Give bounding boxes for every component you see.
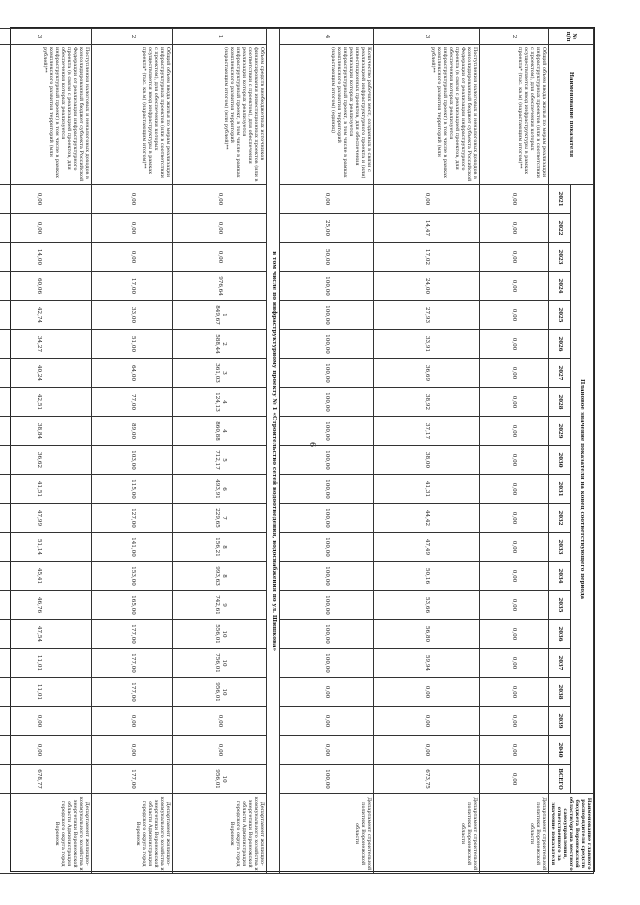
indicators-table (0, 28, 594, 874)
value-cell: 0,00 (173, 736, 267, 765)
value-cell: 0,00 (480, 678, 549, 707)
table-row (92, 29, 173, 874)
value-cell: 14,47 (374, 214, 480, 243)
value-cell: 0,00 (173, 214, 267, 243)
value-cell: 0,00 (480, 562, 549, 591)
table-row (480, 29, 549, 874)
indicator-name: Поступления налоговых и неналоговых доходов в консолидированный бюджет субъекта Российской Федерации от реализации инфраструктурного проекта (в связи с реализацией проектов, для обеспечения которых реализуется инфраструктурный проект) в том числе в рамках комплексного развития территорий (млн рублей)** (374, 45, 480, 185)
year-header: 2035 (549, 591, 572, 620)
value-cell: 100,00 (280, 620, 374, 649)
value-cell: 14,00 (0, 243, 92, 272)
year-header: 2031 (549, 475, 572, 504)
value-cell: 0,00 (92, 214, 173, 243)
value-cell: 10 756,01 (173, 649, 267, 678)
value-cell: 41,31 (374, 475, 480, 504)
header-responsible: Наименование главного распорядителя средств бюджета Воронежской области/органа местного самоуправления, ответственного за значение показателя (549, 794, 594, 874)
value-cell: 0,00 (480, 736, 549, 765)
value-cell: 38,84 (0, 417, 92, 446)
value-cell: 100,00 (280, 562, 374, 591)
value-cell: 47,49 (374, 533, 480, 562)
value-cell: 127,00 (92, 504, 173, 533)
year-header: 2033 (549, 533, 572, 562)
value-cell: 100,00 (280, 388, 374, 417)
year-header: 2021 (549, 185, 572, 214)
row-number: 4 (280, 29, 374, 45)
value-cell: 976,64 (173, 272, 267, 301)
value-cell: 0,00 (480, 185, 549, 214)
value-cell: 0,00 (480, 417, 549, 446)
value-cell: 0,00 (0, 736, 92, 765)
row-number: 1 (173, 29, 267, 45)
value-cell: 17,00 (92, 272, 173, 301)
value-cell: 89,00 (92, 417, 173, 446)
value-cell: 10 956,01 (173, 765, 267, 794)
value-cell: 0,00 (480, 649, 549, 678)
year-header: 2039 (549, 707, 572, 736)
value-cell: 100,00 (280, 272, 374, 301)
value-cell: 0,00 (480, 533, 549, 562)
value-cell: 678,77 (0, 765, 92, 794)
value-cell: 0,00 (173, 707, 267, 736)
value-cell: 24,00 (374, 272, 480, 301)
value-cell: 27,93 (374, 301, 480, 330)
table-row (0, 29, 92, 874)
value-cell: 165,00 (92, 591, 173, 620)
value-cell: 8 156,21 (173, 533, 267, 562)
year-header: 2032 (549, 504, 572, 533)
value-cell: 103,00 (92, 446, 173, 475)
value-cell: 0,00 (280, 185, 374, 214)
responsible-body: Департамент строительной политики Воронежской области (280, 794, 374, 874)
value-cell: 100,00 (280, 649, 374, 678)
value-cell: 0,00 (480, 272, 549, 301)
section-title: в том числе по инфраструктурному проекту № 1 «Строительство сетей водоотведения, водоснабжения по ул. Шишкова» (267, 29, 280, 874)
table-row (173, 29, 267, 874)
year-header: 2024 (549, 272, 572, 301)
value-cell: 153,00 (92, 562, 173, 591)
value-cell: 0,00 (480, 620, 549, 649)
value-cell: 0,00 (92, 736, 173, 765)
year-header: 2036 (549, 620, 572, 649)
value-cell: 0,00 (173, 243, 267, 272)
value-cell: 100,00 (280, 417, 374, 446)
value-cell: 38,00 (374, 446, 480, 475)
value-cell: 100,00 (280, 446, 374, 475)
year-header: 2040 (549, 736, 572, 765)
value-cell: 37,17 (374, 417, 480, 446)
value-cell: 0,00 (480, 388, 549, 417)
value-cell: 0,00 (480, 765, 549, 794)
value-cell: 0,00 (480, 330, 549, 359)
value-cell: 0,00 (480, 707, 549, 736)
responsible-body: Департамент жилищно-коммунального хозяйства и энергетики Воронежской области Администрация городского округа город Воронеж (0, 794, 92, 874)
value-cell: 47,54 (0, 620, 92, 649)
value-cell: 50,00 (280, 243, 374, 272)
value-cell: 51,00 (92, 330, 173, 359)
indicator-name: Поступления налоговых и неналоговых доходов в консолидированный бюджет субъекта Российской Федерации от реализации инфраструктурного проекта (в связи с реализацией проектов, для обеспечения которых реализуется инфраструктурный проект) в том числе в рамках комплексного развития территорий (млн рублей)** (0, 45, 92, 185)
value-cell: 5 712,17 (173, 446, 267, 475)
value-cell: 0,00 (0, 185, 92, 214)
value-cell: 59,94 (374, 649, 480, 678)
value-cell: 56,80 (374, 620, 480, 649)
year-header: 2022 (549, 214, 572, 243)
value-cell: 10 556,01 (173, 620, 267, 649)
value-cell: 51,14 (0, 533, 92, 562)
indicator-name: Количество рабочих мест, созданных в связи с реализацией инфраструктурного проекта и (или) инвестиционных проектов, для обеспечения реализации которых реализуется инфраструктурный проект, в том числе в рамках комплексного развития территорий (нарастающим итогом) (единиц) (280, 45, 374, 185)
value-cell: 100,00 (280, 591, 374, 620)
value-cell: 0,00 (480, 504, 549, 533)
section-row (267, 29, 280, 874)
responsible-body: Департамент жилищно-коммунального хозяйства и энергетики Воронежской области Администрация городского округа город Воронеж (92, 794, 173, 874)
responsible-body: Департамент строительной политики Воронежской области (374, 794, 480, 874)
table-row (374, 29, 480, 874)
value-cell: 6 493,91 (173, 475, 267, 504)
indicator-name: Общий объем ввода жилья по мерам реализации инфраструктурных проектов (или в соответствии с проектом), для обеспечения которых осуществляется ввод инфраструктуры в рамках проекта* (тыс. кв.м) (нарастающим итогом)** (480, 45, 549, 185)
year-header: 2029 (549, 417, 572, 446)
row-number: 2 (92, 29, 173, 45)
year-header: 2025 (549, 301, 572, 330)
value-cell: 0,00 (374, 185, 480, 214)
value-cell: 0,00 (480, 301, 549, 330)
value-cell: 0,00 (480, 591, 549, 620)
year-header: ВСЕГО (549, 765, 572, 794)
value-cell: 673,75 (374, 765, 480, 794)
header-name: Наименование показателя (549, 45, 594, 185)
value-cell: 42,51 (0, 388, 92, 417)
value-cell: 77,00 (92, 388, 173, 417)
header-values-title: Плановое значение показателя на конец соответствующего периода (571, 185, 594, 794)
value-cell: 36,69 (374, 359, 480, 388)
value-cell: 2 588,44 (173, 330, 267, 359)
value-cell: 46,76 (0, 591, 92, 620)
value-cell: 0,00 (480, 359, 549, 388)
value-cell: 36,62 (0, 446, 92, 475)
responsible-body: Департамент строительной политики Воронежской области (480, 794, 549, 874)
value-cell: 38,92 (374, 388, 480, 417)
value-cell: 0,00 (480, 243, 549, 272)
value-cell: 60,06 (0, 272, 92, 301)
value-cell: 0,00 (0, 707, 92, 736)
value-cell: 53,66 (374, 591, 480, 620)
year-header: 2038 (549, 678, 572, 707)
table-frame (10, 27, 595, 872)
value-cell: 1 849,67 (173, 301, 267, 330)
value-cell: 0,00 (92, 243, 173, 272)
rotated-table-page (10, 27, 595, 872)
table-body (0, 29, 549, 874)
year-header: 2026 (549, 330, 572, 359)
value-cell: 0,00 (480, 475, 549, 504)
value-cell: 11,01 (0, 678, 92, 707)
year-header: 2037 (549, 649, 572, 678)
value-cell: 0,00 (374, 736, 480, 765)
value-cell: 0,00 (280, 707, 374, 736)
value-cell: 100,00 (280, 330, 374, 359)
value-cell: 4 124,13 (173, 388, 267, 417)
value-cell: 177,00 (92, 765, 173, 794)
value-cell: 8 993,63 (173, 562, 267, 591)
value-cell: 115,00 (92, 475, 173, 504)
row-number: 3 (374, 29, 480, 45)
year-header: 2030 (549, 446, 572, 475)
value-cell: 0,00 (480, 446, 549, 475)
value-cell: 0,00 (92, 707, 173, 736)
value-cell: 25,00 (280, 214, 374, 243)
value-cell: 0,00 (280, 736, 374, 765)
value-cell: 100,00 (280, 765, 374, 794)
value-cell: 0,00 (0, 214, 92, 243)
value-cell: 40,24 (0, 359, 92, 388)
value-cell: 9 742,61 (173, 591, 267, 620)
value-cell: 177,00 (92, 620, 173, 649)
value-cell: 33,91 (374, 330, 480, 359)
row-number: 3 (0, 29, 92, 45)
value-cell: 0,00 (92, 185, 173, 214)
value-cell: 177,00 (92, 678, 173, 707)
value-cell: 100,00 (280, 504, 374, 533)
value-cell: 100,00 (280, 359, 374, 388)
value-cell: 4 860,88 (173, 417, 267, 446)
value-cell: 42,74 (0, 301, 92, 330)
value-cell: 100,00 (280, 301, 374, 330)
value-cell: 33,00 (92, 301, 173, 330)
value-cell: 0,00 (173, 185, 267, 214)
value-cell: 100,00 (280, 475, 374, 504)
year-header: 2028 (549, 388, 572, 417)
value-cell: 0,00 (480, 214, 549, 243)
year-header: 2023 (549, 243, 572, 272)
value-cell: 45,41 (0, 562, 92, 591)
value-cell: 34,27 (0, 330, 92, 359)
indicator-name: Объем средств внебюджетных источников финансирования инвестиционных проектов (или в соответствии с проектом), для обеспечения реализации которых реализуется инфраструктурный проект, в том числе в рамках комплексного развития территорий (нарастающим итогом) (млн рублей)** (173, 45, 267, 185)
value-cell: 141,00 (92, 533, 173, 562)
value-cell: 47,99 (0, 504, 92, 533)
value-cell: 100,00 (280, 533, 374, 562)
value-cell: 10 956,01 (173, 678, 267, 707)
value-cell: 11,01 (0, 649, 92, 678)
header-num: № п/п (549, 29, 594, 45)
value-cell: 64,00 (92, 359, 173, 388)
value-cell: 7 229,65 (173, 504, 267, 533)
value-cell: 0,00 (280, 678, 374, 707)
responsible-body: Департамент жилищно-коммунального хозяйства и энергетики Воронежской области Администрация городского округа город Воронеж (173, 794, 267, 874)
year-header: 2027 (549, 359, 572, 388)
table-row (280, 29, 374, 874)
value-cell: 50,16 (374, 562, 480, 591)
value-cell: 41,51 (0, 475, 92, 504)
year-header: 2034 (549, 562, 572, 591)
value-cell: 0,00 (374, 678, 480, 707)
value-cell: 177,00 (92, 649, 173, 678)
value-cell: 3 361,03 (173, 359, 267, 388)
indicator-name: Общий объем ввода жилья по мерам реализации инфраструктурных проектов (или в соответствии с проектом), для обеспечения которых осуществляется ввод инфраструктуры в рамках проекта* (тыс. кв.м) (нарастающим итогом)** (92, 45, 173, 185)
value-cell: 17,02 (374, 243, 480, 272)
value-cell: 44,42 (374, 504, 480, 533)
value-cell: 0,00 (374, 707, 480, 736)
row-number: 2 (480, 29, 549, 45)
page-number: 6 (308, 441, 318, 448)
